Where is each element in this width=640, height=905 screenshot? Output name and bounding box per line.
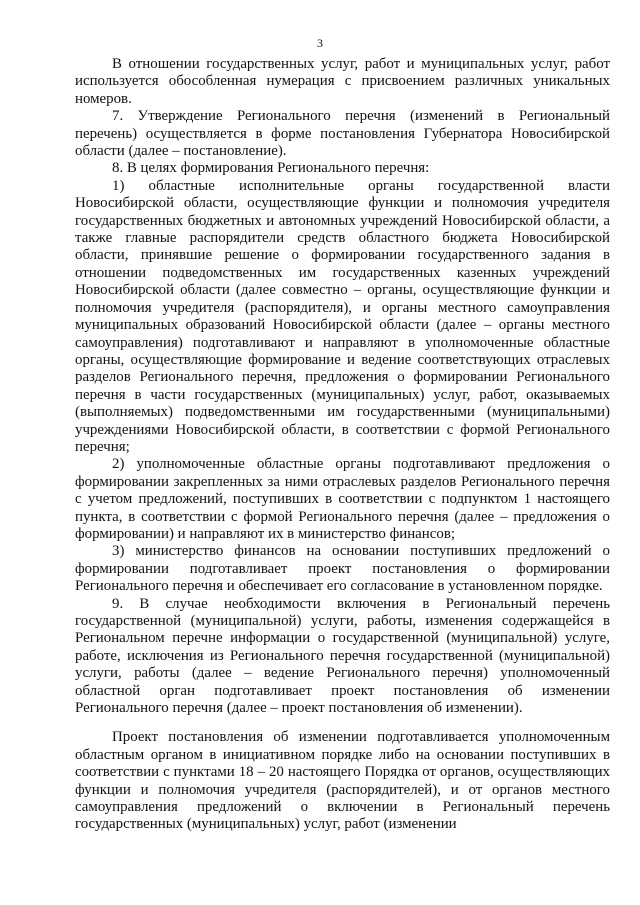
paragraph-subitem-2: 2) уполномоченные областные органы подготавливают предложения о формировании закрепленных за ними отраслевых разделов Регионального перечня с учетом предложений, поступивших в соответствии с подпунктом 1 настоящего пункта, в соответствии с формой Регионального перечня (далее – предложения о формировании) и направляют их в министерство финансов;	[75, 456, 610, 542]
paragraph-subitem-3: 3) министерство финансов на основании поступивших предложений о формировании подготавливает проект постановления о формировании Регионального перечня и обеспечивает его согласование в установленном порядке.	[75, 543, 610, 595]
paragraph-item-7: 7. Утверждение Регионального перечня (изменений в Региональный перечень) осуществляется в форме постановления Губернатора Новосибирской области (далее – постановление).	[75, 108, 610, 160]
paragraph-numbering-note: В отношении государственных услуг, работ и муниципальных услуг, работ используется обособленная нумерация с присвоением различных уникальных номеров.	[75, 56, 610, 107]
paragraph-item-9: 9. В случае необходимости включения в Региональный перечень государственной (муниципальной) услуги, работы, изменения содержащейся в Региональном перечне информации о государственной (муниципальной) услуге, работе, исключения из Регионального перечня государственной (муниципальной) услуги, работы (далее – ведение Регионального перечня) уполномоченный областной орган подготавливает проект постановления об изменении Регионального перечня (далее – проект постановления об изменении).	[75, 595, 610, 717]
page-number: 3	[317, 36, 323, 50]
paragraph-item-8: 8. В целях формирования Регионального перечня:	[112, 160, 430, 177]
paragraph-subitem-1: 1) областные исполнительные органы государственной власти Новосибирской области, осуществляющие функции и полномочия учредителя государственных бюджетных и автономных учреждений Новосибирской области, а также главные распорядители средств областного бюджета Новосибирской области, принявшие решение о формировании государственного задания в отношении подведомственных им государственных казенных учреждений Новосибирской области (далее совместно – органы, осуществляющие функции и полномочия учредителя (распорядителя), и органы местного самоуправления муниципальных образований Новосибирской области (далее – органы местного самоуправления) подготавливают и направляют в уполномоченные областные органы, осуществляющие формирование и ведение соответствующих отраслевых разделов Регионального перечня, предложения о формировании Регионального перечня в части государственных (муниципальных) услуг, работ, оказываемых (выполняемых) подведомственными им государственными (муниципальными) учреждениями Новосибирской области, в соответствии с формой Регионального перечня;	[75, 177, 610, 455]
paragraph-draft-change: Проект постановления об изменении подготавливается уполномоченным областным органом в инициативном порядке либо на основании поступивших в соответствии с пунктами 18 – 20 настоящего Порядка от органов, осуществляющих функции и полномочия учредителя (распорядителей), и от органов местного самоуправления предложений о включении в Региональный перечень государственных (муниципальных) услуг, работ (изменении	[75, 729, 610, 833]
document-body	[75, 56, 610, 834]
